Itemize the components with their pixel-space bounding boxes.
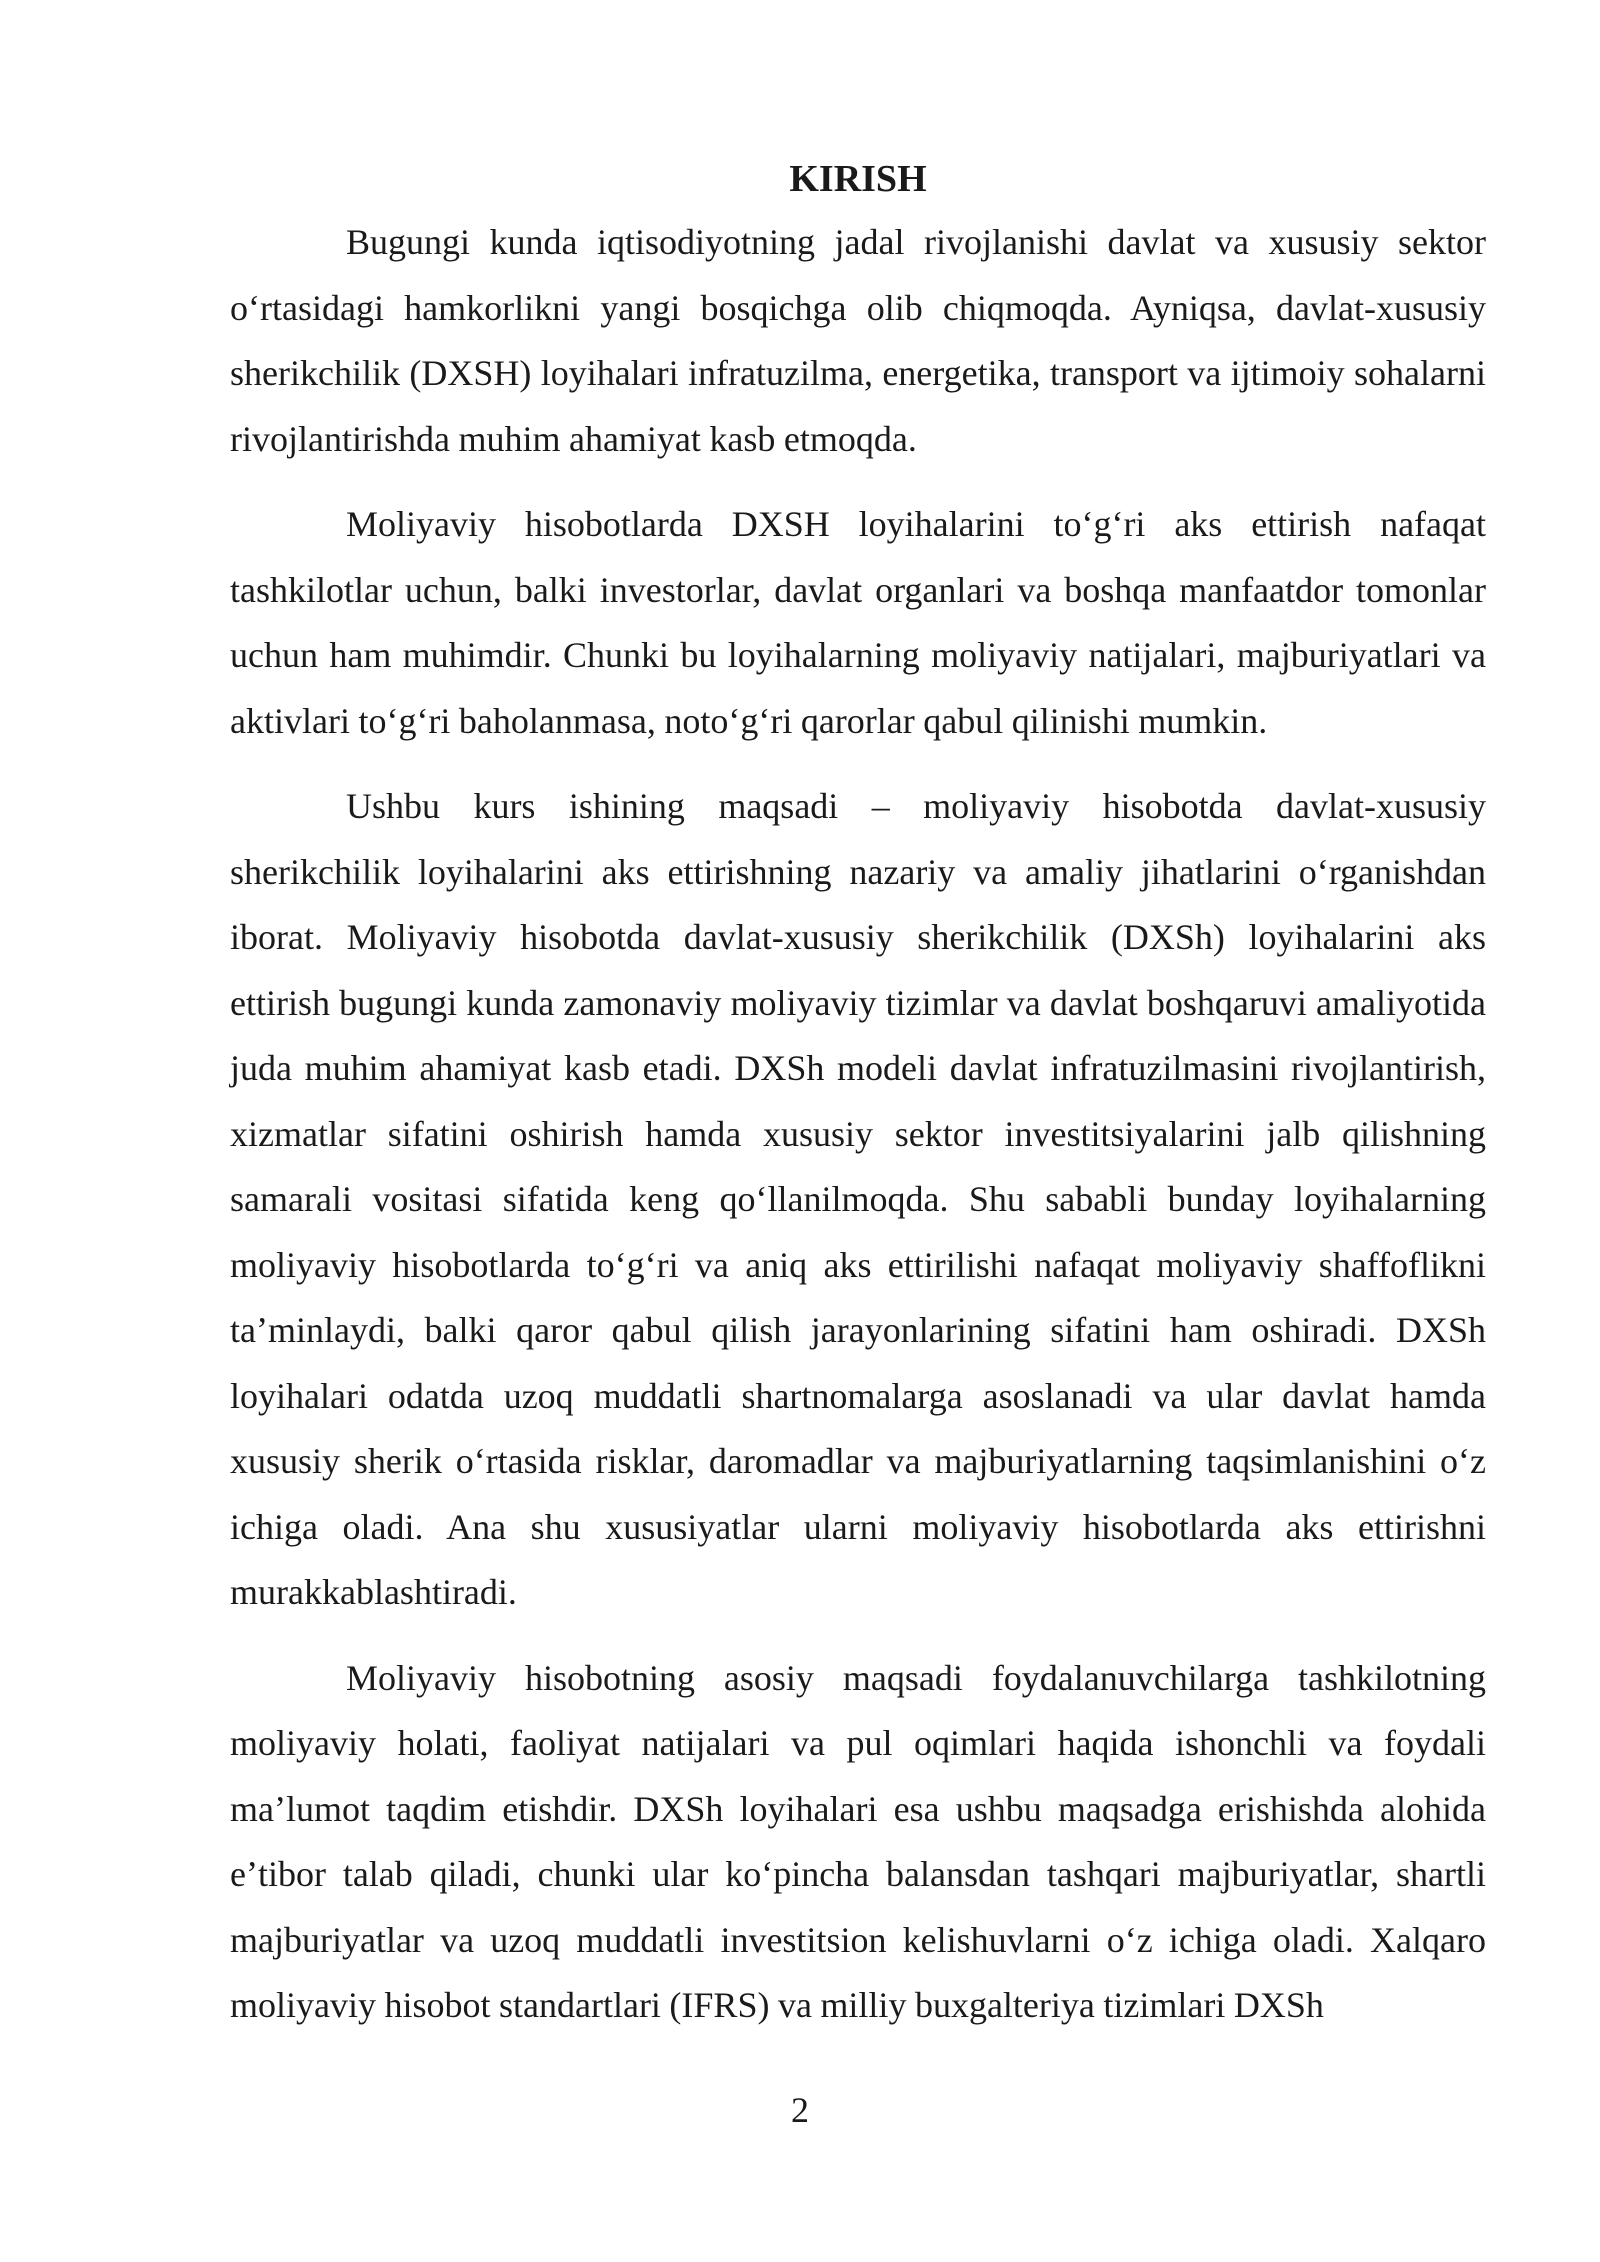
paragraph-1: Bugungi kunda iqtisodiyotning jadal rivojlanishi davlat va xususiy sektor oʻrtasidagi hamkorlikni yangi bosqichga olib chiqmoqda. Ayniqsa, davlat-xususiy sherikchilik (DXSH) loyihalari infratuzilma, energetika, transport va ijtimoiy sohalarni rivojlantirishda muhim ahamiyat kasb etmoqda. — [230, 222, 1486, 459]
paragraph-2: Moliyaviy hisobotlarda DXSH loyihalarini toʻgʻri aks ettirish nafaqat tashkilotlar uchun, balki investorlar, davlat organlari va boshqa manfaatdor tomonlar uchun ham muhimdir. Chunki bu loyihalarning moliyaviy natijalari, majburiyatlari va aktivlari toʻgʻri baholanmasa, notoʻgʻri qarorlar qabul qilinishi mumkin. — [230, 504, 1486, 741]
paragraph-4: Moliyaviy hisobotning asosiy maqsadi foydalanuvchilarga tashkilotning moliyaviy holati, faoliyat natijalari va pul oqimlari haqida ishonchli va foydali maʼlumot taqdim etishdir. DXSh loyihalari esa ushbu maqsadga erishishda alohida eʼtibor talab qiladi, chunki ular koʻpincha balansdan tashqari majburiyatlar, shartli majburiyatlar va uzoq muddatli investitsion kelishuvlarni oʻz ichiga oladi. Xalqaro moliyaviy hisobot standartlari (IFRS) va milliy buxgalteriya tizimlari DXSh — [230, 1657, 1486, 2025]
section-title: KIRISH — [789, 158, 927, 200]
page-content — [230, 152, 1486, 2039]
page-number: 2 — [791, 2090, 809, 2130]
paragraph-3: Ushbu kurs ishining maqsadi – moliyaviy hisobotda davlat-xususiy sherikchilik loyihalarini aks ettirishning nazariy va amaliy jihatlarini oʻrganishdan iborat. Moliyaviy hisobotda davlat-xususiy sherikchilik (DXSh) loyihalarini aks ettirish bugungi kunda zamonaviy moliyaviy tizimlar va davlat boshqaruvi amaliyotida juda muhim ahamiyat kasb etadi. DXSh modeli davlat infratuzilmasini rivojlantirish, xizmatlar sifatini oshirish hamda xususiy sektor investitsiyalarini jalb qilishning samarali vositasi sifatida keng qoʻllanilmoqda. Shu sababli bunday loyihalarning moliyaviy hisobotlarda toʻgʻri va aniq aks ettirilishi nafaqat moliyaviy shaffoflikni taʼminlaydi, balki qaror qabul qilish jarayonlarining sifatini ham oshiradi. DXSh loyihalari odatda uzoq muddatli shartnomalarga asoslanadi va ular davlat hamda xususiy sherik oʻrtasida risklar, daromadlar va majburiyatlarning taqsimlanishini oʻz ichiga oladi. Ana shu xususiyatlar ularni moliyaviy hisobotlarda aks ettirishni murakkablashtiradi. — [230, 786, 1486, 1612]
